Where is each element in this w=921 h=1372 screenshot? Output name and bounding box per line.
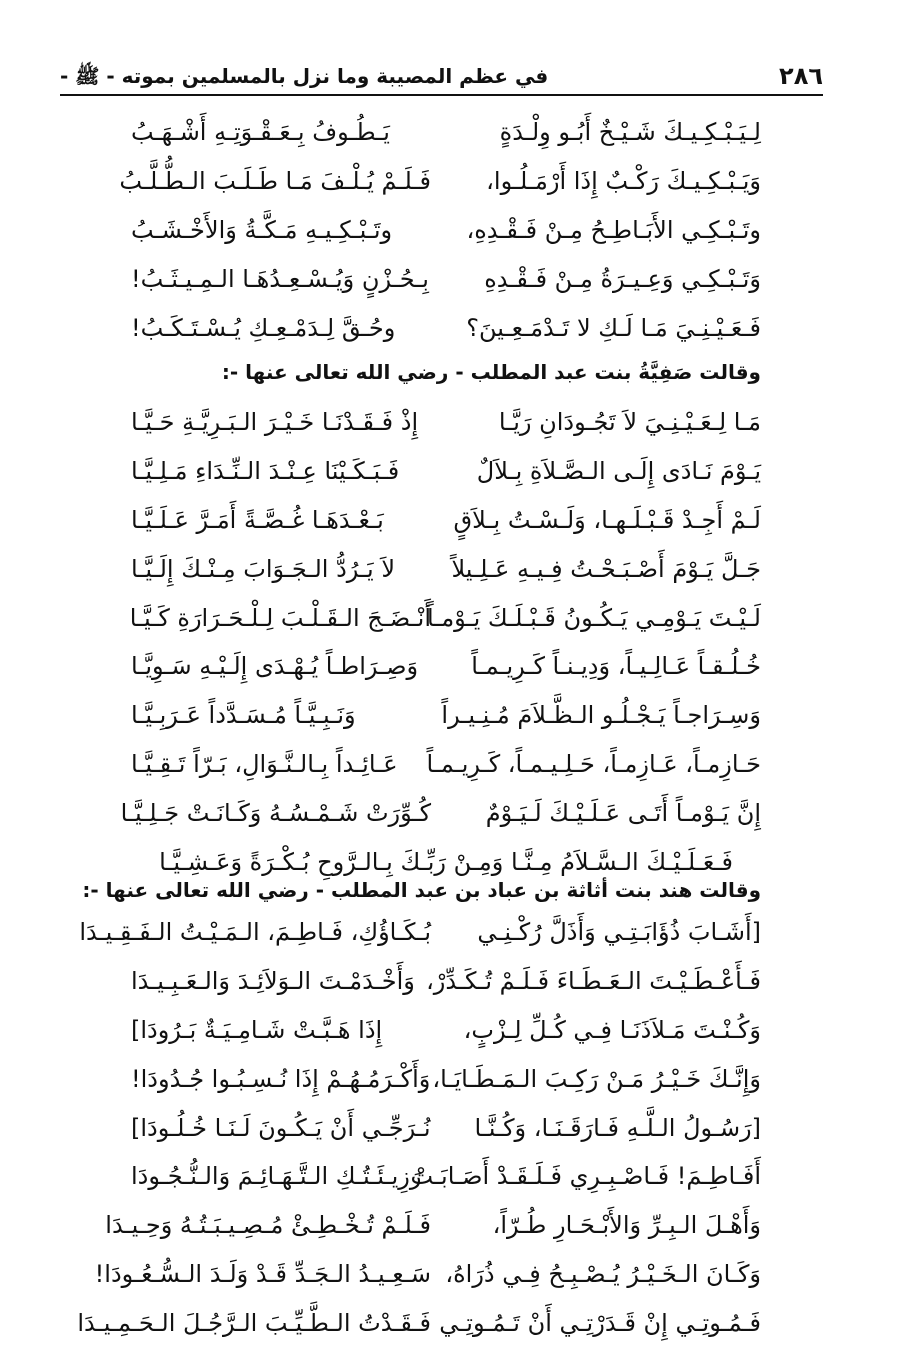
- first-hemistich: خُـلُـقـاً عَـالِـيـاً، وَدِيـنـاً كَـرِيـمـاً: [471, 652, 761, 681]
- poem-section-2: [120, 398, 761, 886]
- second-hemistich: فَـبَـكَـيْنَا عِـنْـدَ الـنِّـدَاءِ مَـلِـيَّـا: [131, 457, 400, 486]
- first-hemistich: وتَـبْـكِـي الأَبَـاطِـحُ مِـنْ فَـقْـدِهِ،: [466, 215, 761, 244]
- verse-line: [120, 788, 761, 837]
- first-hemistich: أَفَـاطِـمَ! فَـاصْـبِـرِي فَـلَـقَـدْ أَصَـابَـتْ: [410, 1162, 761, 1191]
- second-hemistich: بِـحُـزْنٍ وَيُـسْـعِـدُهَـا الـمِـيـثَـبُ!: [131, 264, 429, 293]
- first-hemistich: وَكَـانَ الـخَـيْـرُ يُـصْـبِـحُ فِـي ذُرَاهُ،: [445, 1259, 761, 1288]
- verse-line: [131, 447, 761, 496]
- page-number: ٢٨٦: [779, 62, 823, 90]
- verse-line: [131, 544, 761, 593]
- verse-line: [131, 1103, 761, 1152]
- second-hemistich: أَنْـضَـجَ الـقَـلْـبَ لِـلْـحَـرَارَةِ كَـيَّـا: [129, 603, 431, 632]
- first-hemistich: [أَشَـابَ ذُؤَابَـتِـي وَأَذَلَّ رُكْـنِـي: [477, 918, 761, 947]
- second-hemistich: عَـائِـداً بِـالـنَّـوَالِ، بَـرّاً تَـقِـيَّـا: [131, 749, 398, 778]
- section-heading: وقالت هند بنت أثاثة بن عباد بن عبد المطلب - رضي الله تعالى عنها -:: [82, 878, 761, 902]
- first-hemistich: جَـلَّ يَـوْمَ أَصْـبَـحْـتُ فِـيـهِ عَـلِـيلاً: [451, 554, 761, 583]
- poem-section-3: [77, 908, 761, 1347]
- second-hemistich: فَـقَـدْتُ الـطَّـيِّـبَ الـرَّجُـلَ الـحَـمِـيـدَا: [77, 1308, 431, 1337]
- verse-line: [131, 496, 761, 545]
- verse-line: [131, 254, 761, 303]
- verse-line: [105, 1201, 761, 1250]
- second-hemistich: إِذْ فَـقَـدْنَـا خَـيْـرَ الـبَـرِيَّـةِ حَـيَّـا: [131, 408, 419, 437]
- verse-line: [131, 957, 761, 1006]
- second-hemistich: وَأَخْـدَمْـتَ الـوَلاَئِـدَ وَالـعَـبِـيـدَا: [131, 967, 415, 996]
- first-hemistich: فَـمُـوتِـي إِنْ قَـدَرْتِـي أَنْ تَـمُـوتِـي: [439, 1308, 761, 1337]
- second-hemistich: يَـطُـوفُ بِـعَـقْـوَتِـهِ أَشْـهَـبُ: [131, 118, 390, 147]
- verse-line: [131, 398, 761, 447]
- second-hemistich: وَأَكْـرَمُـهُـمْ إِذَا نُـسِـبُـوا جُـدُودَا!: [131, 1064, 431, 1093]
- verse-line: [131, 206, 761, 255]
- second-hemistich: بُـكَـاؤُكِ، فَـاطِـمَ، الـمَـيْـتُ الـفَـقِـيـدَا: [79, 918, 431, 947]
- verse-line: [131, 593, 761, 642]
- second-hemistich: رَزِيـئَـتُـكِ الـتَّـهَـائِـمَ وَالـنُّـجُـودَا: [131, 1162, 422, 1191]
- second-hemistich: كُـوِّرَتْ شَـمْـسُـهُ وَكَـانَـتْ جَـلِـيَّـا: [120, 798, 431, 827]
- second-hemistich: لاَ يَـرُدُّ الـجَـوَابَ مِـنْـكَ إِلَـيَّـا: [131, 554, 396, 583]
- first-hemistich: وَتَـبْـكِـي وَعِـيـرَةُ مِـنْ فَـقْـدِهِ: [484, 264, 761, 293]
- second-hemistich: سَـعِـيـدُ الـجَـدِّ قَـدْ وَلَـدَ الـسُّـعُـودَا!: [94, 1259, 431, 1288]
- first-hemistich: فَـأَعْـطَـيْـتَ الـعَـطَـاءَ فَـلَـمْ تُـكَـدِّرْ،: [426, 967, 761, 996]
- first-hemistich: وَيَـبْـكِـيـكَ رَكْـبٌ إِذَا أَرْمَـلُـوا،: [486, 167, 761, 196]
- verse-line: [131, 1054, 761, 1103]
- second-hemistich: وتَـبْـكِـيـهِ مَـكَّـةُ وَالأَخْـشَـبُ: [131, 215, 393, 244]
- second-hemistich: وحُـقَّ لِـدَمْـعِـكِ يُـسْـتَـكَـبُ!: [131, 313, 396, 342]
- verse-line: [131, 691, 761, 740]
- verse-line: [131, 303, 761, 352]
- first-hemistich: لَـيْـتَ يَـوْمِـي يَـكُـونُ قَـبْـلَـكَ يَـوْمـاً: [426, 603, 761, 632]
- verse-line: [131, 1006, 761, 1055]
- first-hemistich: وَسِـرَاجـاً يَـجْـلُـو الـظَّـلاَمَ مُـنِـيـراً: [441, 701, 761, 730]
- second-hemistich: فَـلَـمْ تُـخْـطِـئْ مُـصِـيـبَـتُـهُ وَحِـيـدَا: [105, 1211, 431, 1240]
- first-hemistich: وَكُـنْـتَ مَـلاَذَنَـا فِـي كُـلِّ لِـزْبٍ،: [463, 1015, 761, 1044]
- first-hemistich: لِـيَـبْـكِـيـكَ شَـيْـخٌ أَبُـو وِلْـدَةٍ: [499, 118, 761, 147]
- second-hemistich: بَـعْـدَهَـا غُـصَّـةً أَمَـرَّ عَـلَـيَّـا: [131, 505, 384, 534]
- first-hemistich: لَـمْ أَجِـدْ قَـبْـلَـهـا، وَلَـسْـتُ بِـلاَقٍ: [453, 505, 761, 534]
- first-hemistich: [رَسُـولُ الـلَّـهِ فَـارَقَـنَـا، وَكُـنَّـا: [474, 1113, 761, 1142]
- first-hemistich: يَـوْمَ نَـادَى إِلَـى الـصَّـلاَةِ بِـلاَلٌ: [476, 457, 761, 486]
- verse-line: [119, 157, 761, 206]
- second-hemistich: فَـلَـمْ يُـلْـفَ مَـا طَـلَـبَ الـطُّـلَّـبُ: [119, 167, 431, 196]
- second-hemistich: وَنَـبِـيَّـاً مُـسَـدَّداً عَـرَبِـيَّـا: [131, 701, 356, 730]
- first-hemistich: وَأَهْـلَ الـبِـرِّ وَالأَبْـحَـارِ طُـرّاً،: [492, 1211, 761, 1240]
- first-hemistich: حَـازِمـاً، عَـازِمـاً، حَـلِـيـمـاً، كَـرِيـمـاً: [426, 749, 761, 778]
- second-hemistich: إِذَا هَـبَّـتْ شَـامِـيَـةٌ بَـرُودَا]: [131, 1015, 383, 1044]
- page-header: [60, 58, 823, 96]
- verse-line: [131, 108, 761, 157]
- first-hemistich: مَـا لِـعَـيْـنِـيَ لاَ تَجُـودَانِ رَيَّـا: [498, 408, 761, 437]
- second-hemistich: نُـرَجِّـي أَنْ يَـكُـونَ لَـنَـا خُـلُـودَا]: [131, 1113, 431, 1142]
- second-hemistich: وَصِـرَاطـاً يُـهْـدَى إِلَـيْـهِ سَـوِيَّـا: [131, 652, 419, 681]
- closing-verse: فَـعَـلَـيْـكَ الـسَّـلاَمُ مِـنَّـا وَمِـنْ رَبِّـكَ بِـالـرَّوحِ بُـكْـرَةً وَعَـشِـيَّـا: [159, 847, 733, 876]
- verse-line: [94, 1250, 761, 1299]
- verse-line: [79, 908, 761, 957]
- verse-line: [131, 740, 761, 789]
- verse-line: [131, 642, 761, 691]
- first-hemistich: فَـعَـيْـنِـيَ مَـا لَـكِ لا تَـدْمَـعِـينَ؟: [466, 313, 761, 342]
- section-heading: وقالت صَفِيَّةُ بنت عبد المطلب - رضي الله تعالى عنها -:: [221, 360, 761, 384]
- poem-section-1: [119, 108, 761, 352]
- running-title: في عظم المصيبة وما نزل بالمسلمين بموته - ﷺ -: [60, 64, 549, 88]
- verse-line: [131, 1152, 761, 1201]
- first-hemistich: إِنَّ يَـوْمـاً أَتَـى عَـلَـيْـكَ لَـيَـوْمٌ: [485, 798, 761, 827]
- verse-line: [77, 1298, 761, 1347]
- first-hemistich: وَإِنَّـكَ خَـيْـرُ مَـنْ رَكِـبَ الـمَـطَـايَـا،: [432, 1064, 761, 1093]
